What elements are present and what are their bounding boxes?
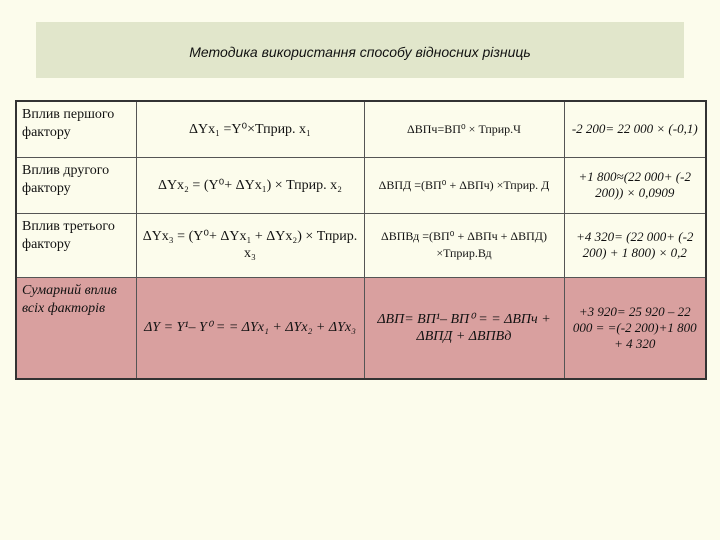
- output-formula-cell: ΔВПВд =(ВП⁰ + ΔВПч + ΔВПД) ×Тприр.Вд: [364, 213, 564, 277]
- result-formula-cell: ΔYx₁ =Y⁰×Тприр. x₁: [136, 101, 364, 157]
- factor-label-cell: Вплив другого фактору: [16, 157, 136, 213]
- result-formula-cell: ΔYx₂ = (Y⁰+ ΔYx₁) × Тприр. x₂: [136, 157, 364, 213]
- result-formula-cell: ΔY = Y¹– Y⁰ = = ΔYx₁ + ΔYx₂ + ΔYx₃: [136, 277, 364, 379]
- output-formula-cell: ΔВПч=ВП⁰ × Тприр.Ч: [364, 101, 564, 157]
- result-formula-cell: ΔYx₃ = (Y⁰+ ΔYx₁ + ΔYx₂) × Тприр. x₃: [136, 213, 364, 277]
- calculation-cell: +1 800≈(22 000+ (-2 200)) × 0,0909: [564, 157, 706, 213]
- table-row-total: [16, 277, 706, 379]
- calculation-cell: +3 920= 25 920 – 22 000 = =(-2 200)+1 800 + 4 320: [564, 277, 706, 379]
- slide-title: Методика використання способу відносних різниць: [189, 44, 531, 60]
- factor-label-cell: Вплив третього фактору: [16, 213, 136, 277]
- table-row: [16, 101, 706, 157]
- factor-analysis-table: [15, 100, 707, 380]
- table-row: [16, 157, 706, 213]
- output-formula-cell: ΔВП= ВП¹– ВП⁰ = = ΔВПч + ΔВПД + ΔВПВд: [364, 277, 564, 379]
- slide-title-bar: [36, 22, 684, 78]
- factor-label-cell: Сумарний вплив всіх факторів: [16, 277, 136, 379]
- output-formula-cell: ΔВПД =(ВП⁰ + ΔВПч) ×Тприр. Д: [364, 157, 564, 213]
- table-row: [16, 213, 706, 277]
- factor-label-cell: Вплив першого фактору: [16, 101, 136, 157]
- calculation-cell: -2 200= 22 000 × (-0,1): [564, 101, 706, 157]
- calculation-cell: +4 320= (22 000+ (-2 200) + 1 800) × 0,2: [564, 213, 706, 277]
